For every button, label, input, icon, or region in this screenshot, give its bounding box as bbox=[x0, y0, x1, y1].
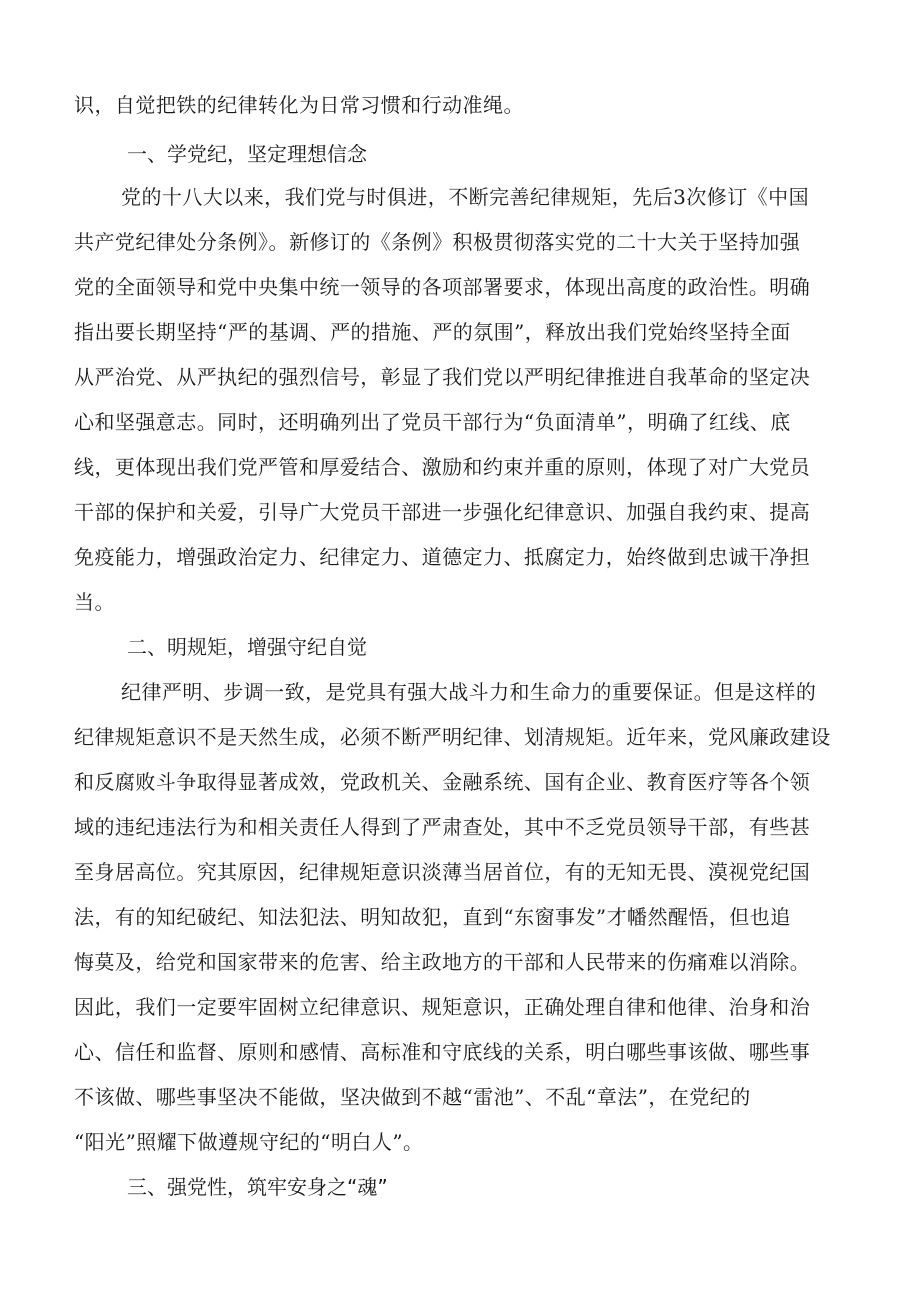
paragraph-line: 不该做、哪些事坚决不能做，坚决做到不越“雷池”、不乱“章法”，在党纪的 bbox=[74, 1085, 751, 1109]
section-heading-3: 三、强党性，筑牢安身之“魂” bbox=[127, 1175, 388, 1199]
paragraph-line: 因此，我们一定要牢固树立纪律意识、规矩意识，正确处理自律和他律、治身和治 bbox=[74, 995, 811, 1019]
paragraph-line: 从严治党、从严执纪的强烈信号，彰显了我们党以严明纪律推进自我革命的坚定决 bbox=[74, 365, 811, 389]
paragraph-line: 法，有的知纪破纪、知法犯法、明知故犯，直到“东窗事发”才幡然醒悟，但也追 bbox=[74, 905, 791, 929]
paragraph-line: 至身居高位。究其原因，纪律规矩意识淡薄当居首位，有的无知无畏、漠视党纪国 bbox=[74, 860, 811, 884]
paragraph-line: 党的全面领导和党中央集中统一领导的各项部署要求，体现出高度的政治性。明确 bbox=[74, 275, 811, 299]
section-heading-1: 一、学党纪，坚定理想信念 bbox=[127, 142, 367, 166]
paragraph-line: 纪律严明、步调一致，是党具有强大战斗力和生命力的重要保证。但是这样的 bbox=[121, 680, 817, 704]
paragraph-line: 当。 bbox=[74, 590, 115, 614]
paragraph-line: “阳光”照耀下做遵规守纪的“明白人”。 bbox=[74, 1130, 424, 1154]
paragraph-line: 心、信任和监督、原则和感情、高标准和守底线的关系，明白哪些事该做、哪些事 bbox=[74, 1040, 811, 1064]
section-heading-2: 二、明规矩，增强守纪自觉 bbox=[127, 635, 367, 659]
paragraph-line: 心和坚强意志。同时，还明确列出了党员干部行为“负面清单”，明确了红线、底 bbox=[74, 410, 791, 434]
paragraph-line: 识，自觉把铁的纪律转化为日常习惯和行动准绳。 bbox=[74, 93, 524, 117]
paragraph-line: 免疫能力，增强政治定力、纪律定力、道德定力、抵腐定力，始终做到忠诚干净担 bbox=[74, 545, 811, 569]
paragraph-line: 党的十八大以来，我们党与时俱进，不断完善纪律规矩，先后3次修订《中国 bbox=[121, 185, 810, 209]
paragraph-line: 干部的保护和关爱，引导广大党员干部进一步强化纪律意识、加强自我约束、提高 bbox=[74, 500, 811, 524]
paragraph-line: 共产党纪律处分条例》。新修订的《条例》积极贯彻落实党的二十大关于坚持加强 bbox=[74, 230, 801, 254]
paragraph-line: 纪律规矩意识不是天然生成，必须不断严明纪律、划清规矩。近年来，党风廉政建设 bbox=[74, 725, 831, 749]
paragraph-line: 域的违纪违法行为和相关责任人得到了严肃查处，其中不乏党员领导干部，有些甚 bbox=[74, 815, 811, 839]
paragraph-line: 线，更体现出我们党严管和厚爱结合、激励和约束并重的原则，体现了对广大党员 bbox=[74, 455, 811, 479]
paragraph-line: 悔莫及，给党和国家带来的危害、给主政地方的干部和人民带来的伤痛难以消除。 bbox=[74, 950, 811, 974]
paragraph-line: 指出要长期坚持“严的基调、严的措施、严的氛围”，释放出我们党始终坚持全面 bbox=[74, 320, 791, 344]
paragraph-line: 和反腐败斗争取得显著成效，党政机关、金融系统、国有企业、教育医疗等各个领 bbox=[74, 770, 811, 794]
